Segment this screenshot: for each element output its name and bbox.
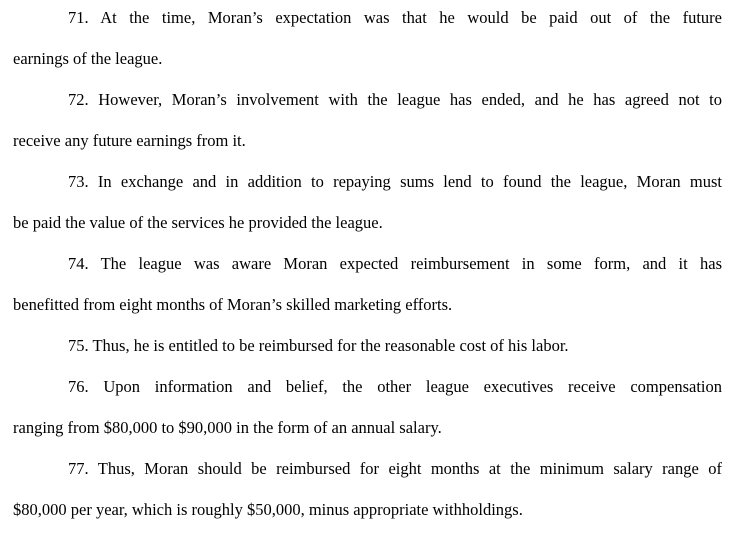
paragraph-77: [13, 459, 722, 520]
paragraph-line: 74. The league was aware Moran expected reimbursement in some form, and it has: [68, 254, 722, 273]
paragraph-76: [13, 377, 722, 438]
paragraph-line: receive any future earnings from it.: [13, 131, 246, 150]
paragraph-line: 76. Upon information and belief, the other league executives receive compensation: [68, 377, 722, 396]
paragraph-line: 72. However, Moran’s involvement with the league has ended, and he has agreed not to: [68, 90, 722, 109]
paragraph-72: [13, 90, 722, 151]
paragraph-74: [13, 254, 722, 315]
paragraph-line: 73. In exchange and in addition to repaying sums lend to found the league, Moran must: [68, 172, 722, 191]
paragraph-line: 77. Thus, Moran should be reimbursed for eight months at the minimum salary range of: [68, 459, 722, 478]
paragraph-75: [13, 336, 722, 356]
paragraph-line: 75. Thus, he is entitled to be reimbursed for the reasonable cost of his labor.: [68, 336, 569, 355]
paragraph-line: 71. At the time, Moran’s expectation was that he would be paid out of the future: [68, 8, 722, 27]
paragraph-71: [13, 8, 722, 69]
paragraph-line: ranging from $80,000 to $90,000 in the form of an annual salary.: [13, 418, 442, 437]
paragraph-line: be paid the value of the services he provided the league.: [13, 213, 383, 232]
document-page: [13, 0, 722, 520]
paragraph-73: [13, 172, 722, 233]
paragraph-line: $80,000 per year, which is roughly $50,000, minus appropriate withholdings.: [13, 500, 523, 519]
paragraph-line: earnings of the league.: [13, 49, 163, 68]
paragraph-line: benefitted from eight months of Moran’s skilled marketing efforts.: [13, 295, 453, 314]
